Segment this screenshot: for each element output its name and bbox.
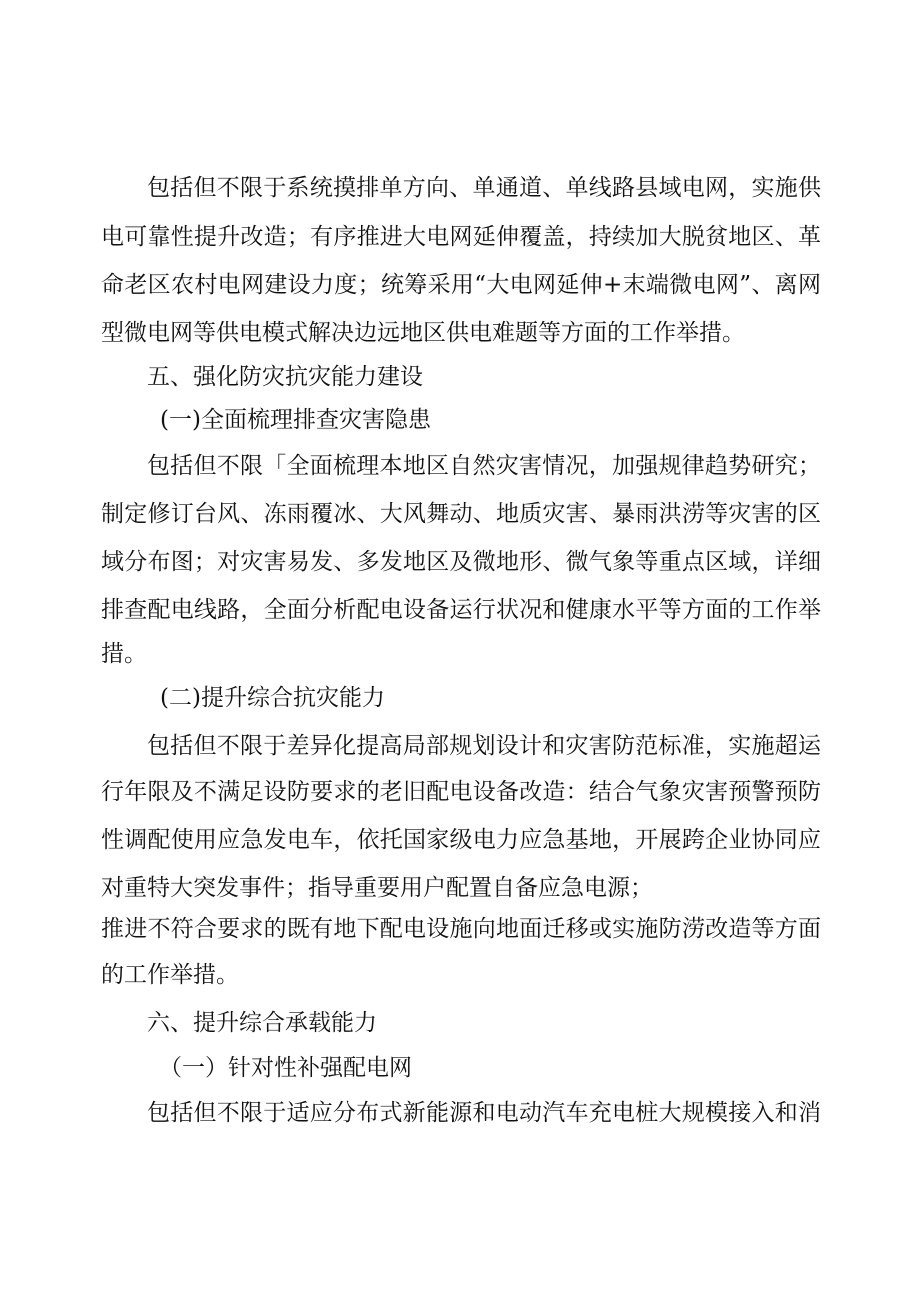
body-text-line: 性调配使用应急发电车，依托国家级电力应急基地，开展跨企业协同应 — [101, 827, 821, 853]
subsection-heading-6-1: （一）针对性补强配电网 — [159, 1055, 412, 1081]
body-text-line: 对重特大突发事件；指导重要用户配置自备应急电源； — [101, 875, 653, 901]
section-heading-5: 五、强化防灾抗灾能力建设 — [147, 364, 423, 390]
body-text-line: 包括但不限「全面梳理本地区自然灾害情况，加强规律趋势研究； — [147, 453, 821, 479]
body-text-line: 域分布图；对灾害易发、多发地区及微地形、微气象等重点区域，详细 — [101, 549, 821, 575]
subsection-heading-5-2: (二)提升综合抗灾能力 — [160, 685, 385, 711]
section-heading-6: 六、提升综合承载能力 — [147, 1010, 377, 1036]
body-text-line: 推进不符合要求的既有地下配电设施向地面迁移或实施防涝改造等方面 — [101, 916, 821, 942]
body-text-line: 行年限及不满足设防要求的老旧配电设备改造：结合气象灾害预警预防 — [101, 779, 821, 805]
subsection-heading-5-1: (一)全面梳理排查灾害隐患 — [160, 407, 431, 433]
body-text-line: 措。 — [101, 641, 147, 667]
body-text-line: 包括但不限于系统摸排单方向、单通道、单线路县域电网，实施供 — [147, 175, 821, 201]
body-text-line: 命老区农村电网建设力度；统筹采用“大电网延伸+末端微电网”、离网 — [101, 272, 821, 298]
body-text-line: 排查配电线路，全面分析配电设备运行状况和健康水平等方面的工作举 — [101, 597, 821, 623]
body-text-line: 电可靠性提升改造；有序推进大电网延伸覆盖，持续加大脱贫地区、革 — [101, 224, 821, 250]
body-text-line: 包括但不限于差异化提高局部规划设计和灾害防范标准，实施超运 — [147, 733, 821, 759]
body-text-line: 制定修订台风、冻雨覆冰、大风舞动、地质灾害、暴雨洪涝等灾害的区 — [101, 501, 821, 527]
body-text-line: 型微电网等供电模式解决边远地区供电难题等方面的工作举措。 — [101, 320, 745, 346]
body-text-line: 包括但不限于适应分布式新能源和电动汽车充电桩大规模接入和消 — [147, 1100, 821, 1126]
body-text-line: 的工作举措。 — [101, 962, 239, 988]
